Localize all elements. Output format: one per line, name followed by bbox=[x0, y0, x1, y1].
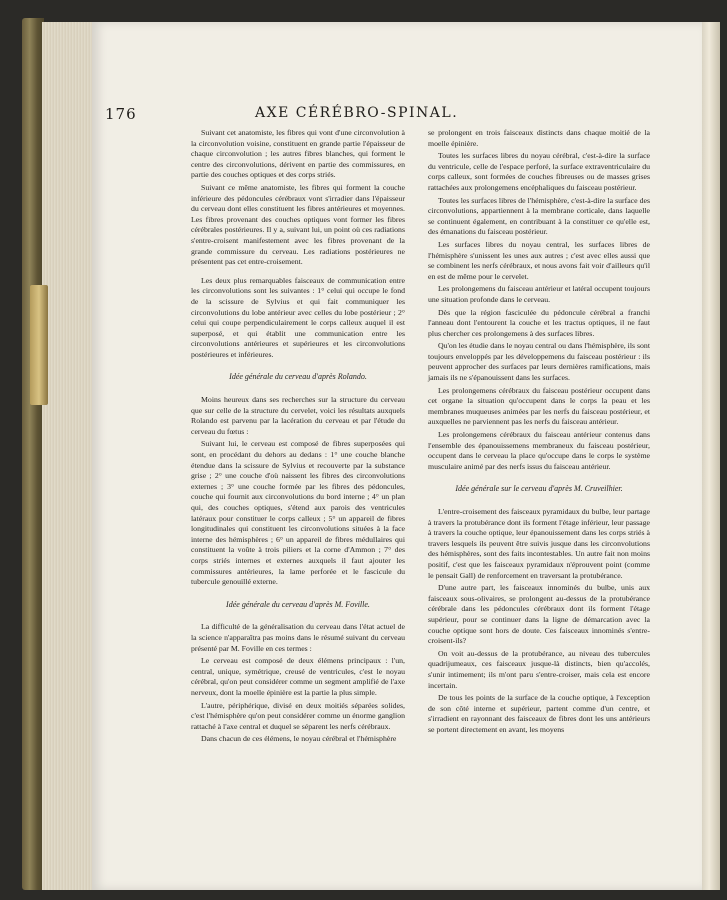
paragraph: Toutes les surfaces libres de l'hémisphère, c'est-à-dire la surface des circonvolutions, appartiennent à la membrane corticale, dans laquelle se continuent également, en contribuant à la constituer ce qu'elle est, des émanations du faisceau postérieur. bbox=[428, 195, 650, 237]
page-title: AXE CÉRÉBRO-SPINAL. bbox=[255, 105, 459, 121]
book-binding bbox=[22, 18, 44, 890]
paragraph: Moins heureux dans ses recherches sur la structure du cerveau que sur celle de la structure du cervelet, voici les résultats auxquels Rolando est parvenu par la lacération du cerveau et par l'étude du cerveau du fœtus : bbox=[191, 395, 405, 436]
paragraph: Les prolongemens du faisceau antérieur et latéral occupent toujours une situation profonde dans le cerveau. bbox=[428, 284, 650, 304]
text-column-right bbox=[428, 128, 650, 737]
paragraph: Suivant lui, le cerveau est composé de fibres superposées qui sont, en procédant du dehors au dedans : 1° une couche blanche étendue dans la scissure de Sylvius et recouverte par la substance grise ; 2° une couche d'où naissent les fibres des circonvolutions externes ; 3° une couche formée par les fibres des pédoncules, couche qui fournit aux circonvolutions du bord interne ; 4° un plan qui, des couches optiques, s'étend aux parois des ventricules latéraux pour constituer le corps calleux ; 5° un appareil de fibres longitudinales qui constituent les circonvolutions situées à la face interne des hémisphères ; 6° un appareil de fibres médullaires qui constituent la voûte à trois piliers et la corne d'Ammon ; 7° des corps striés internes et externes auxquels il faut ajouter les commissures antérieures, la lame perforée et le fascicule du tubercule genouillé externe. bbox=[191, 439, 405, 587]
paragraph: Dès que la région fasciculée du pédoncule cérébral a franchi l'anneau dont l'entourent la couche et les tractus optiques, il ne faut plus chercher ces prolongemens à des surfaces libres. bbox=[428, 307, 650, 338]
paragraph: D'une autre part, les faisceaux innominés du bulbe, unis aux faisceaux sous-olivaires, se prolongent au-dessus de la protubérance cérébrale dans les pédoncules cérébraux dont ils forment l'étage supérieur, pour se continuer dans la ligne de démarcation avec la couche optique sont hors de doute. Ces faisceaux innominés s'entre-croisent-ils? bbox=[428, 583, 650, 646]
paragraph: Les prolongemens cérébraux du faisceau postérieur occupent dans cet organe la situation qu'occupent dans le corps la peau et les membranes muqueuses animées par les nerfs du faisceau postérieur, et auxquelles ne parviennent pas les nerfs du faisceau antérieur. bbox=[428, 385, 650, 427]
paragraph: On voit au-dessus de la protubérance, au niveau des tubercules quadrijumeaux, ces faisceaux jusque-là distincts, bien qu'accolés, s'unir intimement; ils m'ont paru s'entre-croiser, mais cela est encore incertain. bbox=[428, 648, 650, 690]
facing-page-edge bbox=[702, 22, 720, 890]
paragraph: Toutes les surfaces libres du noyau cérébral, c'est-à-dire la surface du ventricule, celle de l'espace perforé, la surface extraventriculaire du corps calleux, sont formées de couches fibreuses ou de masses grises rattachées aux prolongemens encéphaliques du faisceau postérieur. bbox=[428, 151, 650, 192]
paragraph: Suivant cet anatomiste, les fibres qui vont d'une circonvolution à la circonvolution voisine, constituent en grande partie l'épaisseur de chaque circonvolution ; les autres fibres blanches, qui forment le centre des circonvolutions, dérivent en partie des commissures, en partie des couches optiques et des corps striés. bbox=[191, 128, 405, 180]
paragraph: L'entre-croisement des faisceaux pyramidaux du bulbe, leur partage à travers la protubérance dont ils forment l'étage inférieur, leur passage à travers la couche optique, leur épanouissement dans les corps striés à travers lesquels ils peuvent être suivis jusque dans les circonvolutions des hémisphères, sont des faits incontestables. Un autre fait non moins positif, c'est que les faisceaux pyramidaux n'éprouvent point (comme le pensait Gall) de renforcement en traversant la protubérance. bbox=[428, 507, 650, 580]
paragraph: La difficulté de la généralisation du cerveau dans l'état actuel de la science n'apparaîtra pas moins dans le résumé suivant du cerveau présenté par M. Foville en ces termes : bbox=[191, 622, 405, 653]
paragraph: Dans chacun de ces élémens, le noyau cérébral et l'hémisphère bbox=[201, 734, 397, 744]
paragraph: L'autre, périphérique, divisé en deux moitiés séparées solides, c'est l'hémisphère qu'on peut considérer comme un énorme ganglion rattaché à l'axe central et duquel se séparent les nerfs cérébraux. bbox=[191, 700, 405, 731]
paragraph: Le cerveau est composé de deux élémens principaux : l'un, central, unique, symétrique, creusé de ventricules, c'est le noyau cérébral, qu'on peut considérer comme un segment amplifié de l'axe nerveux, dont la moelle épinière est la partie la plus simple. bbox=[191, 656, 405, 697]
section-heading: Idée générale sur le cerveau d'après M. Cruveilhier. bbox=[455, 484, 623, 494]
paragraph: Suivant ce même anatomiste, les fibres qui forment la couche inférieure des pédoncules cérébraux vont s'irradier dans l'épaisseur du cerveau dont elles constituent les fibres antérieures et moyennes. Les fibres provenant des couches optiques vont former les fibres cérébrales postérieures. Il y a, suivant lui, un point où ces radiations s'entre-croisent manifestement avec les fibres provenant de la grande commissure du cerveau. Les radiations postérieures ne présentent pas cet entre-croisement. bbox=[191, 182, 405, 267]
section-heading: Idée générale du cerveau d'après M. Foville. bbox=[226, 599, 370, 609]
section-heading: Idée générale du cerveau d'après Rolando. bbox=[229, 372, 367, 382]
text-column-left bbox=[191, 128, 405, 747]
paragraph: De tous les points de la surface de la couche optique, à l'exception de son côté interne et supérieur, partent comme d'un centre, et s'irradient en rayonnant des faisceaux de fibres dont les uns antérieurs se portent directement en avant, les moyens bbox=[428, 693, 650, 734]
page-edges bbox=[42, 22, 94, 890]
paragraph: Les surfaces libres du noyau central, les surfaces libres de l'hémisphère s'unissent les unes aux autres ; c'est avec elles aussi que se combinent les nerfs cérébraux, et nous avons fait voir d'ailleurs qu'il en est de même pour le cervelet. bbox=[428, 239, 650, 281]
paragraph: Les deux plus remarquables faisceaux de communication entre les circonvolutions sont les suivantes : 1° celui qui occupe le fond de la scissure de Sylvius et qui fait communiquer les circonvolutions du lobe antérieur avec celles du lobe postérieur ; 2° celui qui coupe perpendiculairement le corps calleux auquel il est superposé, et qui établit une communication entre les circonvolutions antérieures et supérieures et les circonvolutions postérieures et inférieures. bbox=[191, 275, 405, 359]
binding-clasp bbox=[30, 285, 48, 405]
paragraph: se prolongent en trois faisceaux distincts dans chaque moitié de la moelle épinière. bbox=[428, 128, 650, 148]
page-number: 176 bbox=[105, 105, 137, 123]
paragraph: Les prolongemens cérébraux du faisceau antérieur contenus dans l'ensemble des épanouissemens membraneux du faisceau postérieur, occupent dans le cerveau la place qu'occupe dans le corps le système musculaire animé par des nerfs issus du faisceau antérieur. bbox=[428, 430, 650, 471]
paragraph: Qu'on les étudie dans le noyau central ou dans l'hémisphère, ils sont toujours enveloppés par les développemens du faisceau postérieur : ils peuvent approcher des surfaces par leurs dernières ramifications, mais jamais ils ne s'épanouissent dans les surfaces. bbox=[428, 341, 650, 383]
